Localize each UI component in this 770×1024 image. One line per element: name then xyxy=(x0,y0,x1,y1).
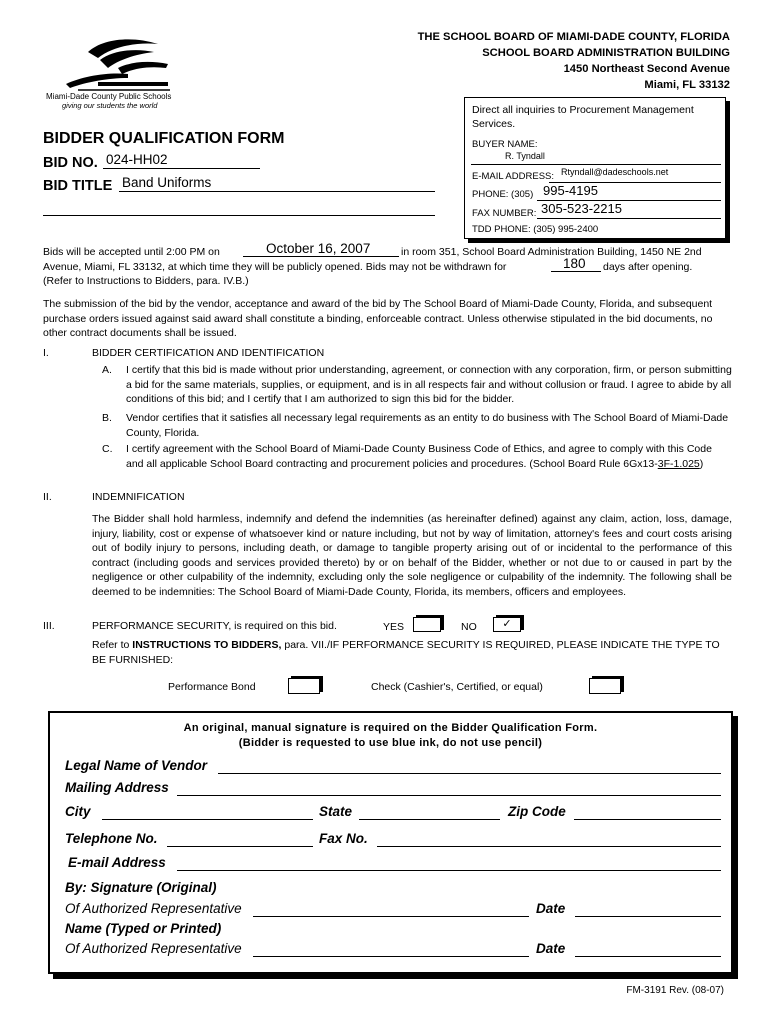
signature-notice2: (Bidder is requested to use blue ink, do not use pencil) xyxy=(238,737,543,749)
inquiry-intro: Direct all inquiries to Procurement Management Services. xyxy=(472,104,694,130)
check-option-label: Check (Cashier's, Certified, or equal) xyxy=(371,681,543,693)
section2-heading: INDEMNIFICATION xyxy=(92,491,185,503)
email-label: E-MAIL ADDRESS: xyxy=(472,171,555,182)
inquiry-box xyxy=(464,97,726,239)
rule-link[interactable]: 3F-1.025 xyxy=(657,457,700,470)
fax-field[interactable] xyxy=(377,846,721,847)
acceptance-text5: (Refer to Instructions to Bidders, para. IV.B.) xyxy=(43,275,249,287)
acceptance-text4: days after opening. xyxy=(603,261,693,273)
bid-title-value: Band Uniforms xyxy=(122,175,212,190)
email-address-field[interactable] xyxy=(177,870,721,871)
legal-name-label: Legal Name of Vendor xyxy=(65,758,208,773)
item-c-letter: C. xyxy=(102,443,113,455)
telephone-label: Telephone No. xyxy=(65,831,158,846)
performance-refer-text: Refer to INSTRUCTIONS TO BIDDERS, para. VII./IF PERFORMANCE SECURITY IS REQUIRED, PLEASE INDICATE THE TYPE TO BE FURNISHED: xyxy=(92,639,720,666)
authorized-rep-label-2: Of Authorized Representative xyxy=(65,941,242,956)
fax-value: 305-523-2215 xyxy=(541,201,622,216)
buyer-name-value: R. Tyndall xyxy=(505,151,545,161)
phone-label: PHONE: (305) xyxy=(472,189,534,200)
fax-label: FAX NUMBER: xyxy=(472,208,537,219)
header-line1: THE SCHOOL BOARD OF MIAMI-DADE COUNTY, FLORIDA xyxy=(417,31,730,43)
header-line3: 1450 Northeast Second Avenue xyxy=(563,63,730,75)
school-district-logo xyxy=(58,38,178,94)
form-title: BIDDER QUALIFICATION FORM xyxy=(43,130,285,147)
telephone-field[interactable] xyxy=(167,846,313,847)
form-revision: FM-3191 Rev. (08-07) xyxy=(626,985,724,996)
state-label: State xyxy=(319,804,353,819)
mailing-address-field[interactable] xyxy=(177,795,721,796)
section3-heading: PERFORMANCE SECURITY, is required on this bid. xyxy=(92,620,337,632)
email-value: Rtyndall@dadeschools.net xyxy=(561,167,669,177)
name-typed-label: Name (Typed or Printed) xyxy=(65,921,222,936)
submission-paragraph: The submission of the bid by the vendor, acceptance and award of the bid by The School Board of Miami-Dade County, Florida, and subsequent purchase orders issued against said award shall constitute a binding, enforceable contract. Unless otherwise stipulated in the bid documents, no other contract documents shall be issued. xyxy=(43,298,713,340)
indemnification-text: The Bidder shall hold harmless, indemnify and defend the indemnities (as hereinafter defined) against any claim, action, loss, damage, injury, liability, cost or expense of whatsoever kind or nature including, but not by way of limitation, attorney's fees and court costs arising out of bodily injury to persons, including death, or damage to tangible property arising out of or incidental to the performance of this contract (including goods and services provided thereto) by or on behalf of the Bidder, whether or not due to or caused in part by the negligence or other culpability of the indemnity, excluding only the sole negligence or culpability of the indemnity. The following shall be deemed to be indemnities: The School Board of Miami-Dade County, Florida, its members, officers and employees. xyxy=(92,513,732,598)
email-address-label: E-mail Address xyxy=(68,855,166,870)
buyer-name-label: BUYER NAME: xyxy=(472,139,538,150)
date-label: Date xyxy=(536,901,566,916)
performance-bond-checkbox[interactable] xyxy=(288,678,320,694)
printed-name-field[interactable] xyxy=(253,956,529,957)
logo-tagline: giving our students the world xyxy=(62,101,158,110)
item-a-text: I certify that this bid is made without prior understanding, agreement, or connection with any corporation, firm, or person submitting a bid for the same materials, supplies, or equipment, and is in all respects fair and without collusion or fraud. I agree to abide by all conditions of this bid; and I certify that I am authorized to sign this bid for the bidder. xyxy=(126,364,732,406)
city-label: City xyxy=(65,804,91,819)
city-field[interactable] xyxy=(102,819,313,820)
performance-bond-label: Performance Bond xyxy=(168,681,256,693)
item-c-body: I certify agreement with the School Board of Miami-Dade County Business Code of Ethics, and agree to comply with this Code and all applicable School Board contracting and procurement policies and procedures. (School Board Rule 6Gx13- xyxy=(126,443,712,470)
item-c-after: ) xyxy=(699,457,704,470)
acceptance-days: 180 xyxy=(563,256,586,271)
zip-code-field[interactable] xyxy=(574,819,721,820)
item-b-letter: B. xyxy=(102,412,112,424)
zip-code-label: Zip Code xyxy=(508,804,566,819)
no-checkbox[interactable]: ✓ xyxy=(493,617,521,632)
phone-value: 995-4195 xyxy=(543,183,598,198)
logo-org-name: Miami-Dade County Public Schools xyxy=(46,92,172,101)
tdd-phone: TDD PHONE: (305) 995-2400 xyxy=(472,224,599,235)
signature-box xyxy=(48,711,733,974)
fax-label: Fax No. xyxy=(319,831,368,846)
instructions-reference: INSTRUCTIONS TO BIDDERS, xyxy=(132,639,282,651)
bid-title-label: BID TITLE xyxy=(43,178,113,194)
date-field[interactable] xyxy=(575,916,721,917)
item-c-text xyxy=(126,442,732,471)
bid-no-value: 024-HH02 xyxy=(106,152,168,167)
header-line2: SCHOOL BOARD ADMINISTRATION BUILDING xyxy=(482,47,730,59)
section2-number: II. xyxy=(43,491,52,503)
acceptance-date: October 16, 2007 xyxy=(266,241,371,256)
acceptance-text1: Bids will be accepted until 2:00 PM on xyxy=(43,246,220,258)
no-label: NO xyxy=(461,621,477,633)
section3-number: III. xyxy=(43,620,55,632)
acceptance-text3: Avenue, Miami, FL 33132, at which time they will be publicly opened. Bids may not be withdrawn for xyxy=(43,261,507,273)
section1-heading: BIDDER CERTIFICATION AND IDENTIFICATION xyxy=(92,347,325,359)
item-b-text: Vendor certifies that it satisfies all necessary legal requirements as an entity to do business with The School Board of Miami-Dade County, Florida. xyxy=(126,412,729,439)
yes-label: YES xyxy=(383,621,405,633)
item-a-letter: A. xyxy=(102,364,112,376)
signature-notice1: An original, manual signature is required on the Bidder Qualification Form. xyxy=(183,722,598,734)
header-line4: Miami, FL 33132 xyxy=(644,79,730,91)
yes-checkbox[interactable] xyxy=(413,617,441,632)
bid-no-label: BID NO. xyxy=(43,155,98,171)
date-field-2[interactable] xyxy=(575,956,721,957)
section1-number: I. xyxy=(43,347,49,359)
date-label-2: Date xyxy=(536,941,566,956)
state-field[interactable] xyxy=(359,819,500,820)
acceptance-text2: in room 351, School Board Administration Building, 1450 NE 2nd xyxy=(401,246,702,258)
signature-field[interactable] xyxy=(253,916,529,917)
header-address xyxy=(418,29,730,93)
mailing-address-label: Mailing Address xyxy=(65,780,169,795)
check-option-checkbox[interactable] xyxy=(589,678,621,694)
signature-label: By: Signature (Original) xyxy=(65,880,217,895)
legal-name-field[interactable] xyxy=(218,773,721,774)
authorized-rep-label: Of Authorized Representative xyxy=(65,901,242,916)
